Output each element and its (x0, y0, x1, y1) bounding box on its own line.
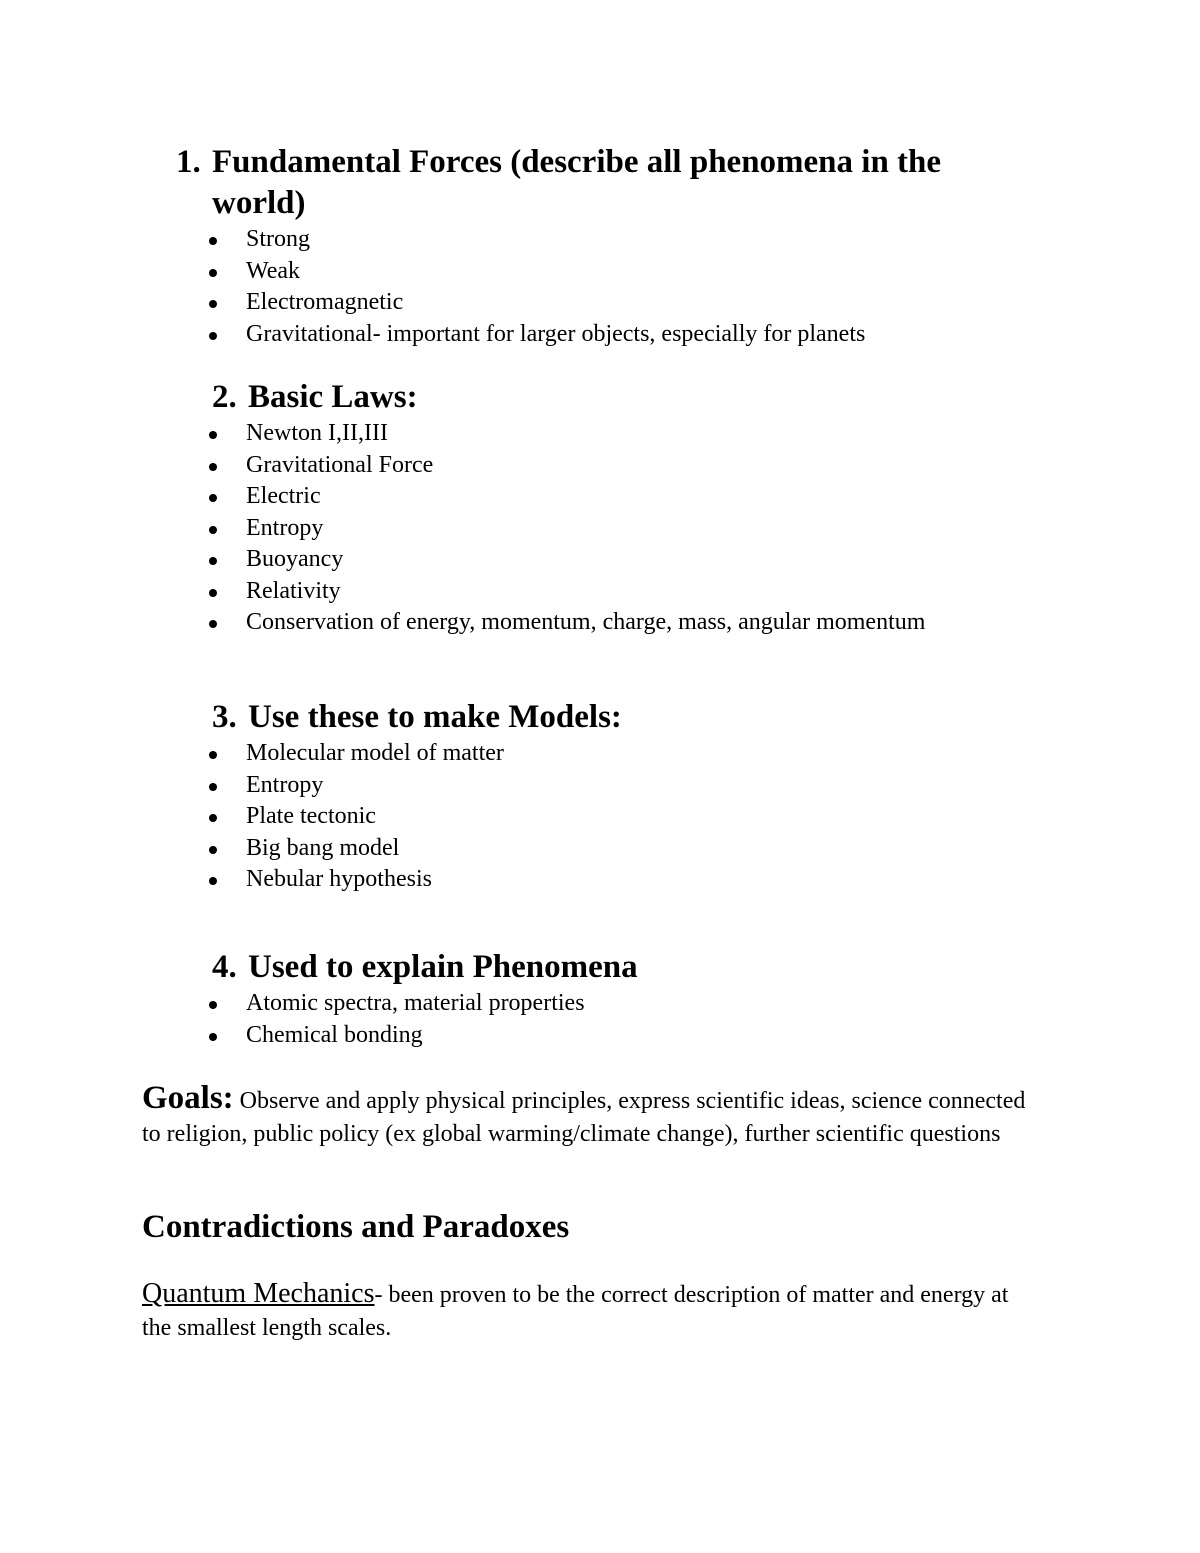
bullet-icon (209, 589, 217, 597)
bullet-icon (209, 783, 217, 791)
quantum-label: Quantum Mechanics (142, 1278, 375, 1309)
bullet-list (176, 224, 1036, 350)
bullet-icon (209, 1001, 217, 1009)
section-heading (212, 377, 1012, 418)
list-item: Entropy (176, 513, 1012, 545)
list-item: Molecular model of matter (176, 738, 1012, 770)
section-number: 4. (212, 949, 237, 985)
list-item: Buoyancy (176, 544, 1012, 576)
contradictions-heading: Contradictions and Paradoxes (142, 1209, 570, 1245)
bullet-icon (209, 237, 217, 245)
list-item: Electric (176, 481, 1012, 513)
list-item: Relativity (176, 576, 1012, 608)
bullet-icon (209, 431, 217, 439)
list-item: Gravitational- important for larger objects, especially for planets (176, 319, 1036, 351)
goals-text: Observe and apply physical principles, express scientific ideas, science connected to religion, public policy (ex global warming/climate change), further scientific questions (142, 1088, 1026, 1147)
list-item: Strong (176, 224, 1036, 256)
section-basic-laws (212, 377, 1012, 639)
section-fundamental-forces (176, 142, 1036, 350)
bullet-icon (209, 494, 217, 502)
list-item: Gravitational Force (176, 450, 1012, 482)
bullet-icon (209, 269, 217, 277)
bullet-icon (209, 332, 217, 340)
bullet-icon (209, 463, 217, 471)
bullet-icon (209, 877, 217, 885)
list-item: Entropy (176, 770, 1012, 802)
section-phenomena (212, 947, 1012, 1051)
section-title: Basic Laws: (248, 379, 418, 415)
bullet-icon (209, 1033, 217, 1041)
list-item: Newton I,II,III (176, 418, 1012, 450)
bullet-list (176, 988, 1012, 1051)
list-item: Big bang model (176, 833, 1012, 865)
bullet-icon (209, 526, 217, 534)
bullet-icon (209, 620, 217, 628)
section-title: Fundamental Forces (describe all phenomena in the world) (212, 144, 942, 221)
bullet-icon (209, 557, 217, 565)
list-item: Weak (176, 256, 1036, 288)
list-item: Atomic spectra, material properties (176, 988, 1012, 1020)
list-item: Conservation of energy, momentum, charge, mass, angular momentum (176, 607, 936, 639)
bullet-list (176, 738, 1012, 896)
section-heading (212, 947, 1012, 988)
section-number: 3. (212, 699, 237, 735)
list-item: Electromagnetic (176, 287, 1036, 319)
list-item: Plate tectonic (176, 801, 1012, 833)
bullet-list (176, 418, 1012, 639)
section-title: Use these to make Models: (248, 699, 622, 735)
section-models (212, 697, 1012, 896)
section-heading (176, 142, 1036, 224)
quantum-text: - been proven to be the correct description of matter and energy at the smallest length scales. (142, 1282, 1009, 1341)
section-number: 2. (212, 379, 237, 415)
goals-paragraph (142, 1082, 1042, 1151)
bullet-icon (209, 814, 217, 822)
bullet-icon (209, 846, 217, 854)
bullet-icon (209, 300, 217, 308)
bullet-icon (209, 751, 217, 759)
goals-label: Goals: (142, 1080, 234, 1116)
list-item: Nebular hypothesis (176, 864, 1012, 896)
section-number: 1. (176, 144, 201, 180)
section-title: Used to explain Phenomena (248, 949, 638, 985)
quantum-paragraph (142, 1277, 1042, 1345)
section-heading (212, 697, 1012, 738)
list-item: Chemical bonding (176, 1020, 1012, 1052)
